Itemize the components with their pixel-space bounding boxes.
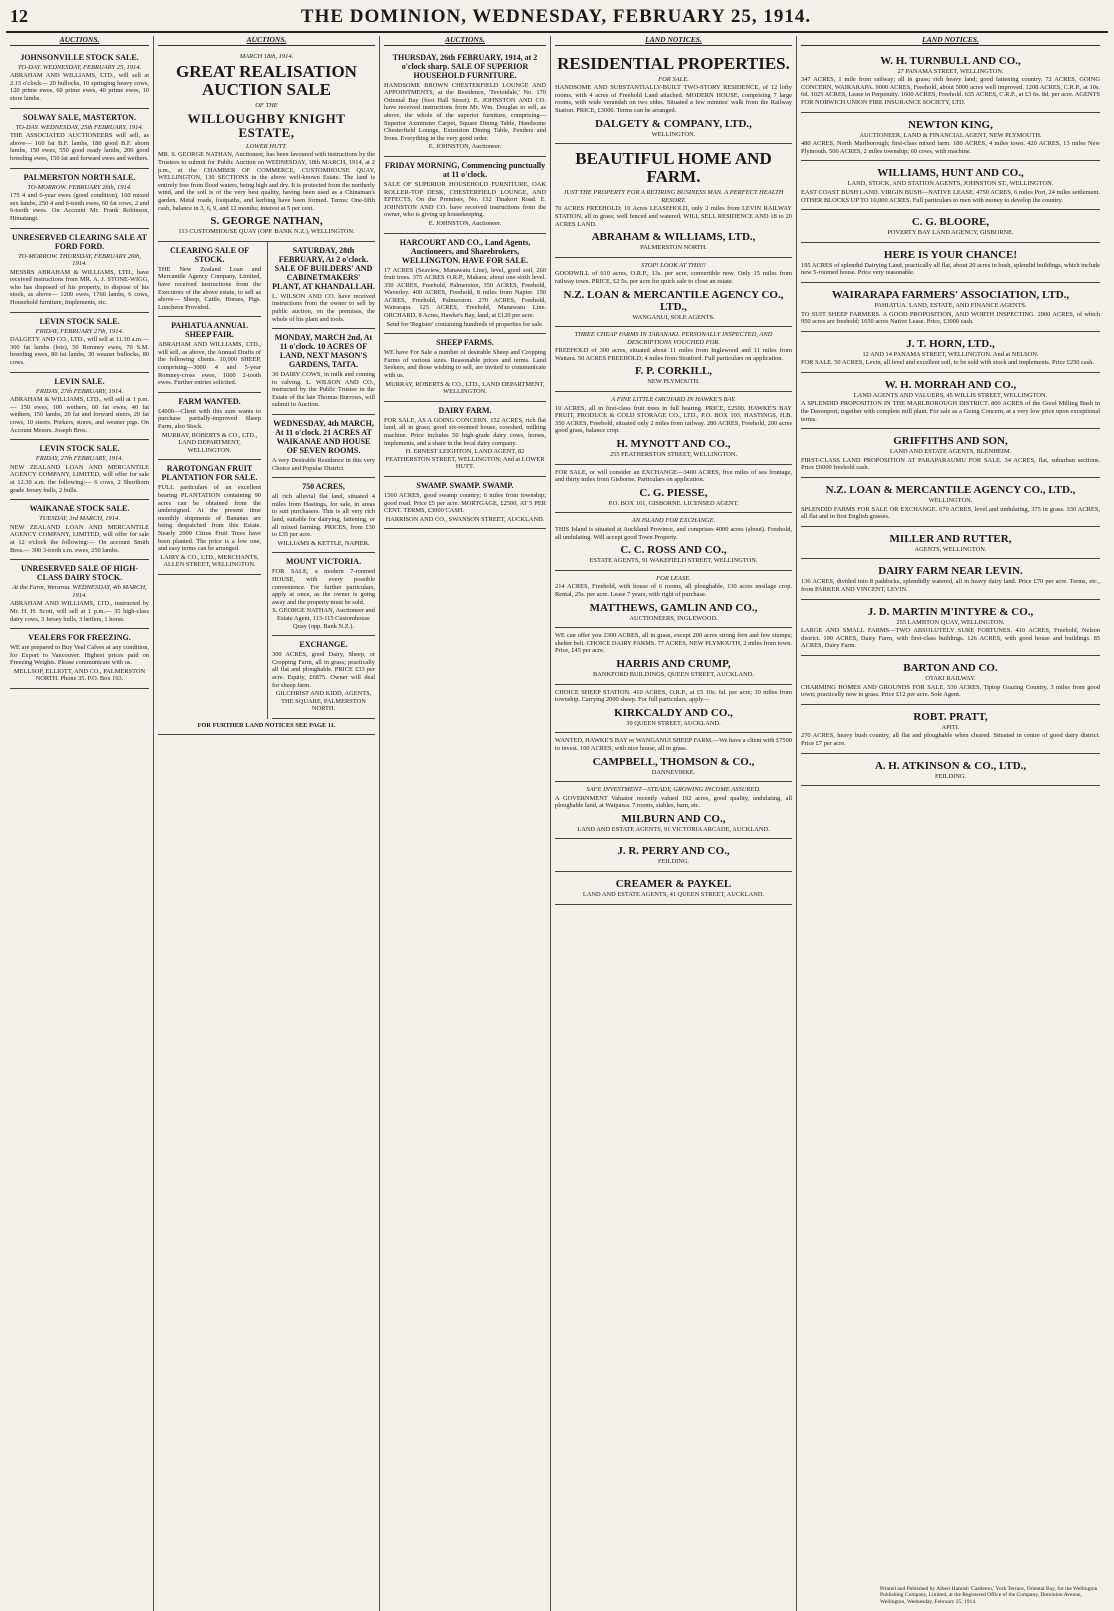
ad-title: PALMERSTON NORTH SALE. — [23, 172, 136, 182]
classified-ad — [158, 317, 261, 393]
ad-body: FOR SALE, a modern 7-roomed HOUSE, with every possible convenience. For further particulars, apply at once, as the owner is going away and the property must be sold. — [272, 568, 375, 606]
ad-body: ABRAHAM & WILLIAMS, LTD., will sell at 1 p.m.— 150 ewes, 100 wethers, 60 fat ewes, 40 fat wethers, 150 lambs, 20 fat and forward steers, 20 fat cows, 10 steers. Porkers, stores, and weaner pigs. On Account Messrs. Joseph Bros. — [10, 396, 149, 434]
ad-address: OTAKI RAILWAY. — [925, 674, 976, 682]
classified-ad — [555, 872, 792, 905]
ad-address: FEILDING. — [657, 858, 690, 866]
ad-body: 70 ACRES FREEHOLD; 10 Acres LEASEHOLD, only 2 miles from LEVIN RAILWAY STATION, all in grass; well fenced and watered. WILL SELL RESIDENCE AND 18 to 20 ACRES LAND. — [555, 205, 792, 228]
ad-body: CHARMING HOMES AND GROUNDS FOR SALE. 530 ACRES, Tiptop Grazing Country, 3 miles from good town; practically now in grass. Price £12 per acre. Sole Agent. — [801, 683, 1100, 699]
classified-ad — [555, 628, 792, 684]
classified-ad — [10, 313, 149, 373]
ad-firm: ABRAHAM & WILLIAMS, LTD., — [591, 231, 756, 244]
ad-body: 1560 ACRES, good swamp country; 6 miles from township; good road. Price £5 per acre. MORTGAGE, £2500, AT 5 PER CENT. TERMS, £3000 CASH. — [384, 491, 546, 515]
imprint: Printed and Published by Albert Hamish 'Castleton,' York Terrace, Oriental Bay, for the Wellington Publishing Company, Limited, at the Registered Office of the Company, Dominion Avenue, Wellington, Wednesday, February 25, 1914. — [880, 1585, 1098, 1605]
classified-ad — [801, 527, 1100, 560]
ad-body: NEW ZEALAND LOAN AND MERCANTILE AGENCY COMPANY, LIMITED, will offer for sale at 12 o'clock the following:— On account Smith Bros.— 300 3-tooth s.m. ewes, 250 lambs. — [10, 523, 149, 554]
ad-firm: WILLIAMS & KETTLE, NAPIER. — [277, 539, 370, 547]
ad-body: NEW ZEALAND LOAN AND MERCANTILE AGENCY COMPANY, LIMITED, will offer for sale at 12.30 a.m. the following:— 6 cows, 2 Shorthorn grade Jersey bulls, 2 bulls. — [10, 463, 149, 494]
classified-ad — [555, 144, 792, 258]
ad-subline: STOP! LOOK AT THIS!! — [641, 261, 706, 269]
ad-address: PAHIATUA. LAND, ESTATE, AND FINANCE AGENTS. — [874, 301, 1027, 309]
ad-firm: MURRAY, ROBERTS & CO., LTD., LAND DEPARTMENT, WELLINGTON. — [161, 431, 258, 454]
ad-firm: HERE IS YOUR CHANCE! — [883, 248, 1018, 261]
classified-ad — [801, 373, 1100, 429]
ad-body: FOR SALE, or will consider an EXCHANGE—3400 ACRES, five miles of sea frontage, and thirty miles from Gisborne. Particulars on application. — [555, 468, 792, 484]
classified-ad — [801, 283, 1100, 332]
classified-ad — [158, 393, 261, 461]
ad-headline: GREAT REALISATION AUCTION SALE — [176, 62, 357, 100]
ad-title: FRIDAY MORNING, Commencing punctually at 11 o'clock. — [384, 160, 546, 179]
classified-ad — [272, 636, 375, 719]
ad-subline: OF THE — [255, 102, 278, 110]
ad-address: LAND AGENTS AND VALUERS, 45 WILLIS STREET, WELLINGTON. — [853, 391, 1048, 399]
classified-ad — [801, 600, 1100, 656]
see-more-notice: FOR FURTHER LAND NOTICES SEE PAGE 11. — [158, 719, 375, 735]
ad-firm: DAIRY FARM NEAR LEVIN. — [878, 565, 1023, 578]
ad-address: FEILDING. — [934, 772, 967, 780]
classified-ad — [10, 49, 149, 109]
ad-body: LARGE AND SMALL FARMS—TWO ABSOLUTELY SURE FORTUNES. 410 ACRES, Freehold, Nelson district. 190 ACRES, Dairy Farm, with first-class buildings. 126 ACRES, with good house and buildings. 85 ACRES, Dairy Farm. — [801, 627, 1100, 650]
ad-body: 480 ACRES, North Marlborough; first-class mixed farm. 180 ACRES, 4 miles town. 420 ACRES, 13 miles New Plymouth. 500 ACRES, 2 miles township; 60 cows, with machine. — [801, 140, 1100, 155]
ad-body: ABRAHAM AND WILLIAMS, LTD., instructed by Mr. H. H. Scott, will sell at 1 p.m.— 35 high-class dairy cows, 3 Jersey bulls, 3 heifers, 1 horse. — [10, 600, 149, 623]
ad-address: 12 AND 14 PANAMA STREET, WELLINGTON. And at NELSON. — [862, 350, 1039, 358]
ad-title: LEVIN STOCK SALE. — [39, 316, 120, 326]
ad-firm: MILBURN AND CO., — [621, 812, 726, 825]
columns — [6, 36, 1108, 1611]
classified-ad — [555, 49, 792, 145]
ad-address: AGENTS, WELLINGTON. — [914, 545, 987, 553]
ad-headline: RESIDENTIAL PROPERTIES. — [557, 53, 790, 73]
ad-body: ABRAHAM AND WILLIAMS, LTD., will sell, as above, the Annual Drafts of the following clients. 10,000 SHEEP, comprising—3000 4 and 5-year Romney-cross ewes, 1000 2-tooth ewes. Further entries solicited. — [158, 341, 261, 387]
ad-date: TO-MORROW. FEBRUARY 26th, 1914. — [27, 183, 132, 191]
ad-title: CLEARING SALE OF STOCK. — [169, 245, 250, 264]
classified-ad — [10, 440, 149, 500]
ad-firm: HARRISON AND CO., SWANSON STREET, AUCKLAND. — [385, 515, 545, 523]
ad-body: GOODWILL of 610 acres, O.R.P., 13s. per acre, convertible now. Only 15 miles from railway town. PRICE, £2 5s. per acre for quick sale to close an estate. — [555, 270, 792, 285]
ad-body: 17 ACRES (Seaview, Manawatu Line), level, good soil, 260 fruit trees. 375 ACRES O.R.P., Makara, about one-sixth level. 350 ACRES, Freehold, Palmerston, 350 ACRES, Freehold, Waverley. 400 ACRES, Freehold, 8 miles from Napier. 150 ACRES, Freehold, Palmerston. 270 ACRES, Freehold, Wairarapa. 125 ACRES, Freehold, Manawatu Line. ORCHARD, 8 Acres, Hawke's Bay, land, at £120 per acre. — [384, 266, 546, 320]
ad-address: LAND AND ESTATE AGENTS, 41 QUEEN STREET, AUCKLAND. — [582, 891, 765, 899]
masthead — [6, 4, 1108, 33]
classified-ad — [272, 553, 375, 636]
classified-ad — [801, 478, 1100, 527]
ad-firm: S. GEORGE NATHAN, Auctioneer and Estate Agent, 113-115 Customhouse Quay (opp. Bank N.Z.). — [272, 607, 375, 630]
classified-ad — [555, 782, 792, 839]
classified-ad — [555, 327, 792, 392]
column-heading: AUCTIONS. — [384, 36, 546, 46]
classified-ad — [801, 113, 1100, 162]
ad-address: LAND AND ESTATE AGENTS, 91 VICTORIA ARCADE, AUCKLAND. — [577, 825, 770, 833]
ad-title: EXCHANGE. — [299, 640, 348, 650]
column-heading: LAND NOTICES. — [555, 36, 792, 46]
ad-body: EAST COAST BUSH LAND. VIRGIN BUSH—NATIVE LEASE. 4750 ACRES, 6 miles Port, 24 miles settlement. OTHER BLOCKS UP TO 10,000 ACRES. Full particulars to men with money to develop the country. — [801, 188, 1100, 204]
column-heading: LAND NOTICES. — [801, 36, 1100, 46]
classified-ad — [10, 500, 149, 560]
ad-body: FOR SALE, AS A GOING CONCERN. 152 ACRES, rich flat land, all in grass; good six-roomed house, cowshed, milking machine. Price includes 50 high-grade dairy cows, horses, implements, and a share in the local dairy company. — [384, 416, 546, 447]
ad-address: WANGANUI, SOLE AGENTS. — [632, 313, 715, 321]
classified-ad — [801, 210, 1100, 243]
ad-title: VEALERS FOR FREEZING. — [28, 633, 131, 643]
column-heading: AUCTIONS. — [10, 36, 149, 46]
ad-body: FULL particulars of an excellent bearing PLANTATION containing 90 acres can be obtained from the undersigned. At the present time monthly shipments of Bananas are being despatched from this Estate. Nearly 2000 Citrus Fruit Trees have been planted. The price is a low one, and easy terms can be arranged. — [158, 484, 261, 553]
ad-firm: LAIRY & CO., LTD., MERCHANTS, ALLEN STREET, WELLINGTON. — [160, 553, 259, 569]
ad-body: 30 DAIRY COWS, in milk and coming to calving. L. WILSON AND CO., instructed by the Public Trustee in the Estate of the late Thomas Burrows, will submit to Auction. — [272, 371, 375, 409]
ad-subline: FOR SALE. — [658, 75, 689, 83]
classified-ad — [10, 373, 149, 441]
classified-ad — [801, 656, 1100, 705]
ad-date: MARCH 18th, 1914. — [239, 52, 294, 60]
ad-subline: JUST THE PROPERTY FOR A RETIRING BUSINESS MAN. A PERFECT HEALTH RESORT. — [563, 189, 784, 204]
column-3 — [380, 36, 551, 1611]
ad-firm: W. H. TURNBULL AND CO., — [880, 54, 1021, 67]
ad-title: MONDAY, MARCH 2nd, At 11 o'clock. 10 ACRES OF LAND, NEXT MASON'S GARDENS, TAITA. — [274, 333, 373, 370]
ad-date: TO-MORROW. THURSDAY, FEBRUARY 26th, 1914. — [18, 252, 141, 268]
ad-estate-name: WILLOUGHBY KNIGHT ESTATE, — [187, 110, 346, 140]
classified-ad — [384, 334, 546, 402]
classified-ad — [555, 513, 792, 570]
classified-ad — [10, 109, 149, 169]
newspaper-title: THE DOMINION, WEDNESDAY, FEBRUARY 25, 1914. — [300, 6, 812, 27]
ad-body: £4000—Client with this sum wants to purchase partially-improved Sheep Farm, also Stock. — [158, 407, 261, 431]
estate-auction-ad — [158, 49, 375, 242]
ad-firm: HARRIS AND CRUMP, — [616, 657, 731, 670]
column-heading: AUCTIONS. — [158, 36, 375, 46]
ad-firm: J. T. HORN, LTD., — [906, 337, 995, 350]
ad-title: FARM WANTED. — [178, 396, 241, 406]
ad-firm: J. D. MARTIN M'INTYRE & CO., — [867, 605, 1034, 618]
ad-body: SPLENDID FARMS FOR SALE OR EXCHANGE. 670 ACRES, level and undulating, 375 in grass. 330 ACRES, all flat and in first English grasses. — [801, 505, 1100, 521]
column-1 — [6, 36, 154, 1611]
classified-ad — [384, 49, 546, 157]
ad-firm: H. MYNOTT AND CO., — [616, 438, 731, 451]
classified-ad — [10, 560, 149, 629]
ad-body: 175 4 and 6-year ewes (good condition), 160 mixed sex lambs, 250 4 and 6-tooth ewes, 60 fat cows, 2 and 6-tooth ewes. On Account Mr. Frank Robinson, Himatangi. — [10, 192, 149, 222]
classified-ad — [801, 559, 1100, 599]
classified-ad — [384, 157, 546, 234]
ad-address: 255 LAMBTON QUAY, WELLINGTON. — [896, 618, 1005, 626]
ad-body: MESSRS ABRAHAM & WILLIAMS, LTD., have received instructions from MR. A. J. STONE-WIGG, who has disposed of his property, to dispose of his stock, as above— 1200 ewes, 1760 lambs, 6 cows, Household furniture, Implements, etc. — [10, 268, 149, 307]
ad-subline: FOR LEASE. — [656, 574, 691, 582]
ad-address: AUCTIONEERS, INGLEWOOD. — [629, 614, 718, 622]
classified-ad — [801, 243, 1100, 283]
ad-body: L. WILSON AND CO. have received instructions from the owner to sell by public auction, on the premises, the whole of his plant and tools. — [272, 292, 375, 323]
ad-body: FREEHOLD of 300 acres, situated about 11 miles from Inglewood and 11 miles from Waitara. 50 ACRES FREEHOLD; 4 miles from Stratford. Full particulars on application. — [555, 347, 792, 362]
ad-title: LEVIN STOCK SALE. — [39, 444, 120, 454]
ad-address: NEW PLYMOUTH. — [647, 378, 700, 386]
ad-title: RAROTONGAN FRUIT PLANTATION FOR SALE. — [161, 464, 258, 483]
classified-ad — [555, 392, 792, 465]
ad-firm: MILLER AND RUTTER, — [889, 532, 1012, 545]
ad-title: PAHIATUA ANNUAL SHEEP FAIR. — [171, 321, 248, 340]
classified-ad — [272, 242, 375, 329]
classified-ad — [158, 460, 261, 575]
ad-firm: N.Z. LOAN & MERCANTILE AGENCY CO., LTD., — [563, 288, 784, 313]
ad-body: THE New Zealand Loan and Mercantile Agency Company, Limited, have received instructions from the Executors of the above estate, to sell as above— Sheep, Cattle, Horses, Pigs. Luncheon Provided. — [158, 265, 261, 311]
column-2 — [154, 36, 380, 1611]
ad-date: FRIDAY, 27th FEBRUARY, 1914. — [35, 387, 124, 395]
classified-ad — [272, 415, 375, 478]
ad-firm: E. JOHNSTON, Auctioneer. — [428, 143, 502, 151]
ad-firm: C. C. ROSS AND CO., — [620, 544, 727, 557]
ad-firm: W. H. MORRAH AND CO., — [884, 378, 1017, 391]
ad-title: SHEEP FARMS. — [436, 338, 494, 348]
classified-ad — [555, 685, 792, 734]
ad-firm: A. H. ATKINSON & CO., LTD., — [874, 759, 1027, 772]
ad-firm: J. R. PERRY AND CO., — [617, 845, 730, 858]
ad-firm: C. G. BLOORE, — [911, 216, 990, 229]
ad-address: 255 FEATHERSTON STREET, WELLINGTON. — [609, 451, 738, 459]
ad-address: LAND AND ESTATE AGENTS, BLENHEIM. — [889, 448, 1012, 456]
ad-firm: ROBT. PRATT, — [913, 710, 988, 723]
classified-ad — [801, 429, 1100, 478]
ad-address: WELLINGTON. — [928, 497, 973, 505]
ad-firm: C. G. PIESSE, — [639, 486, 708, 499]
classified-ad — [801, 754, 1100, 787]
ad-body: 195 ACRES of splendid Dairying Land, practically all flat, about 20 acres in bush, splendid buildings, which include new 5-roomed house. Price very reasonable. — [801, 261, 1100, 277]
ad-firm: Send for 'Register' containing hundreds of properties for sale. — [386, 320, 544, 328]
ad-firm: NEWTON KING, — [908, 118, 993, 131]
page-number: 12 — [10, 6, 28, 26]
ad-firm: N.Z. LOAN & MERCANTILE AGENCY CO., LTD., — [825, 484, 1076, 497]
ad-subline: A FINE LITTLE ORCHARD IN HAWKE'S BAY. — [611, 396, 736, 404]
ad-firm: WILLIAMS, HUNT AND CO., — [877, 167, 1024, 180]
ad-date: At the Farm, Weraroa. WEDNESDAY, 4th MARCH, 1914. — [12, 584, 147, 599]
ad-body: 347 ACRES, 1 mile from railway; all in grass; rich heavy land; good fattening country. 72 ACRES, GOING CONCERN, WAIRARAPA. 9000 ACRES, Freehold, about 5000 acres well improved. 1208 ACRES, C.R.P., at 10s. 6d. 1025 ACRES, Lease in Perpetuity. 1600 ACRES, Freehold. 635 ACRES, C.R.P., at £3 6s. 8d. per acre. AGENTS FOR NORWICH UNION FIRE INSURANCE SOCIETY, LTD. — [801, 76, 1100, 106]
ad-body: CHOICE SHEEP STATION. 410 ACRES, O.R.P., at £5 10s. 6d. per acre; 10 miles from township. Carrying 2000 sheep. For full particulars, apply— — [555, 688, 792, 704]
ad-subline: SAFE INVESTMENT—STEADY, GROWING INCOME ASSURED. — [586, 786, 761, 794]
ad-address: PALMERSTON NORTH. — [640, 244, 707, 252]
ad-body: A GOVERNMENT Valuator recently valued 192 acres, good quality, undulating, all ploughable land, at Waipawa. 7 rooms, stables, barn, etc. — [555, 794, 792, 810]
ad-firm: S. GEORGE NATHAN, — [210, 215, 323, 228]
ad-body: TO SUIT SHEEP FARMERS. A GOOD PROPOSITION, AND WORTH INSPECTING. 2900 ACRES, of which 950 acres are freehold; 1650 acres Native Lease. Price, £3000 cash. — [801, 310, 1100, 326]
ad-date: TO-DAY. WEDNESDAY, 25th FEBRUARY, 1914. — [15, 123, 144, 131]
ad-firm: KIRKCALDY AND CO., — [614, 706, 733, 719]
ad-body: A SPLENDID PROPOSITION IN THE MARLBOROUGH DISTRICT. 800 ACRES of the Good Milling Bush in the Davenport, together with complete mill plant. For sale as a Going Concern, at a very low price upon exceptional terms. — [801, 400, 1100, 423]
classified-ad — [555, 258, 792, 327]
ad-subline: AN ISLAND FOR EXCHANGE. — [631, 517, 716, 525]
ad-body: ABRAHAM AND WILLIAMS, LTD., will sell at 2.15 o'clock— 20 bullocks, 10 springing heavy cows, 120 prime ewes, 60 prime ewes, 40 prime ewes, 10 store lambs. — [10, 72, 149, 102]
ad-address: APITI. — [941, 723, 960, 731]
ad-date: FRIDAY, FEBRUARY 27th, 1914. — [35, 327, 124, 335]
ad-firm: CAMPBELL, THOMSON & CO., — [592, 755, 755, 768]
classified-ad — [801, 332, 1100, 373]
ad-date: FRIDAY, 27th FEBRUARY, 1914. — [35, 455, 124, 463]
ad-firm: MATTHEWS, GAMLIN AND CO., — [589, 601, 758, 614]
classified-ad — [10, 169, 149, 229]
ad-title: WAIKANAE STOCK SALE. — [29, 504, 130, 514]
ad-address: BANKFORD BUILDINGS, QUEEN STREET, AUCKLAND. — [593, 670, 754, 678]
classified-ad — [272, 329, 375, 415]
ad-body: 270 ACRES, heavy bush country, all flat and ploughable when cleared. Situated in centre of good dairy district. Price £7 per acre. — [801, 732, 1100, 747]
classified-ad — [384, 477, 546, 529]
ad-body: THE ASSOCIATED AUCTIONEERS will sell, as above— 160 fat B.F. lambs, 180 good B.F. shorn lambs, 150 ewes, 550 good ready lambs, 200 good breeding ewes, 150 fat and forward ewes and wethers. — [10, 132, 149, 162]
ad-title: HARCOURT AND CO., Land Agents, Auctioneers, and Sharebrokers, WELLINGTON. HAVE FOR SALE. — [399, 237, 531, 265]
ad-address: AUCTIONEER, LAND & FINANCIAL AGENT, NEW PLYMOUTH. — [859, 131, 1042, 139]
ad-title: THURSDAY, 26th FEBRUARY, 1914, at 2 o'clock sharp. SALE OF SUPERIOR HOUSEHOLD FURNITURE. — [392, 52, 538, 80]
ad-body: MR. S. GEORGE NATHAN, Auctioneer, has been favoured with instructions by the Trustees to submit for Public Auction on WEDNESDAY, 18th MARCH, 1914, at 2 p.m., at the CHAMBER OF COMMERCE, CUSTOMHOUSE QUAY, WELLINGTON, 130 SECTIONS in the above well-known Estate. The land is entirely free from flood waters, being high and dry. It is protected from the northerly wind, and the soil is of the very best quality, having been used as a Chinaman's garden. Metal roads, footpaths, and kerbing have been formed. Terms: One-fifth cash, balance in 3, 6, 9, and 12 months; interest at 5 per cent. — [158, 151, 375, 212]
ad-body: WE can offer you 2300 ACRES, all in grass, except 200 acres strong fern and few stumps; shelter belt. CHOICE DAIRY FARMS. 77 ACRES, NEW PLYMOUTH, 2 miles from town. Price, £45 per acre. — [555, 632, 792, 655]
ad-title: JOHNSONVILLE STOCK SALE. — [20, 52, 139, 62]
ad-address: 27 PANAMA STREET, WELLINGTON. — [897, 67, 1004, 75]
ad-firm: CREAMER & PAYKEL — [615, 878, 732, 891]
classified-ad — [801, 705, 1100, 754]
ad-title: SOLWAY SALE, MASTERTON. — [23, 112, 136, 122]
ad-address: 113 CUSTOMHOUSE QUAY (OPP. BANK N.Z.), WELLINGTON. — [178, 228, 355, 236]
column-4 — [551, 36, 797, 1611]
ad-body: THIS Island is situated at Auckland Province, and comprises 4000 acres (about). Freehold, all undulating. Will accept good Town Property. — [555, 526, 792, 541]
classified-ad — [10, 229, 149, 313]
ad-body: WE are prepared to Buy Veal Calves at any condition, for Export to Vancouver. Highest prices paid on Freezing Weights. Please communicate with us. — [10, 644, 149, 667]
ad-title: UNRESERVED SALE OF HIGH-CLASS DAIRY STOCK. — [21, 564, 138, 583]
classified-ad — [801, 161, 1100, 210]
ad-body: FOR SALE. 50 ACRES, Levin, all level and excellent soil, to be sold with stock and implements. Price £250 cash. — [801, 359, 1095, 367]
ad-body: SALE OF SUPERIOR HOUSEHOLD FURNITURE, OAK ROLLER-TOP DESK, CHESTERFIELD LOUNGE, AND EFFECTS, On the Premises, No. 132 Tinakori Road. E. JOHNSTON AND CO. have received instructions from the owner, who is giving up housekeeping. — [384, 180, 546, 219]
ad-firm: E. JOHNSTON, Auctioneer. — [428, 219, 502, 227]
ad-title: WEDNESDAY, 4th MARCH, At 11 o'clock. 21 ACRES AT WAIKANAE AND HOUSE OF SEVEN ROOMS. — [273, 419, 374, 456]
classified-ad — [801, 49, 1100, 113]
ad-body: HANDSOME AND SUBSTANTIALLY-BUILT TWO-STORY RESIDENCE, of 12 lofty rooms, with 4 acres of Freehold Land attached. MODERN HOUSE, comprising 7 large rooms, with wide verandah on two sides. Situated a few minutes' walk from the Railway Station. PRICE, £3000. Terms can be arranged. — [555, 84, 792, 114]
ad-address: ESTATE AGENTS, 91 WAKEFIELD STREET, WELLINGTON. — [589, 557, 758, 565]
ad-address: 39 QUEEN STREET, AUCKLAND. — [626, 719, 721, 727]
ad-body: HANDSOME BROWN CHESTERFIELD LOUNGE AND APPOINTMENTS, at the Residence, 'Teviotdale,' No. 170 Oriental Bay (foot Hall Street). E. JOHNSTON AND CO. have received instructions from Mr. Wm. Douglas to sell, as above, the whole of the superior furniture, comprising— Superior Axminster Carpet, Square Dining Table, Handsome Chesterfield Lounge, Extension Dining Table, Fenders and Irons. Everything in the very good order. — [384, 81, 546, 142]
ad-firm: H. ERNEST LEIGHTON, LAND AGENT, 82 FEATHERSTON STREET, WELLINGTON; And at LOWER HUTT. — [385, 448, 545, 471]
ad-headline: BEAUTIFUL HOME AND FARM. — [575, 149, 772, 187]
classified-ad — [384, 402, 546, 477]
ad-date: TO-DAY. WEDNESDAY, FEBRUARY 25, 1914. — [17, 63, 142, 71]
ad-body: 214 ACRES, Freehold, with house of 6 rooms, all ploughable, 130 acres ensilage crop. Rental, 25s. per acre. Lease 7 years, with right of purchase. — [555, 583, 792, 598]
ad-title: UNRESERVED CLEARING SALE AT FORD FORD. — [12, 232, 147, 251]
ad-address: DANNEVIRKE. — [651, 768, 696, 776]
ad-address: WELLINGTON. — [651, 130, 696, 138]
classified-ad — [555, 839, 792, 872]
ad-date: TUESDAY, 3rd MARCH, 1914. — [39, 515, 120, 523]
classified-ad — [555, 733, 792, 782]
ad-body: WANTED, HAWKE'S BAY or WANGANUI SHEEP FARM.—We have a client with £7500 to invest. 100 ACRES, with nice house, all in grass. — [555, 737, 792, 752]
ad-address: POVERTY BAY LAND AGENCY, GISBORNE. — [887, 229, 1014, 237]
ad-title: 750 ACRES, — [302, 482, 345, 492]
column-5 — [797, 36, 1104, 1611]
classified-ad — [158, 242, 261, 318]
ad-body: FIRST-CLASS LAND PROPOSITION AT PARAPARAUMU FOR SALE. 34 ACRES, flat, suburban sections. Price £6000 freehold cash. — [801, 456, 1100, 472]
ad-title: LEVIN SALE. — [54, 376, 105, 386]
ad-firm: MURRAY, ROBERTS & CO., LTD., LAND DEPARTMENT, WELLINGTON. — [385, 380, 545, 396]
ad-firm: WAIRARAPA FARMERS' ASSOCIATION, LTD., — [831, 288, 1070, 301]
classified-ad — [272, 478, 375, 553]
ad-address: P.O. BOX 161, GISBORNE. LICENSED AGENT. — [608, 499, 739, 507]
ad-firm: DALGETY & COMPANY, LTD., — [595, 117, 752, 130]
ad-firm: MELLSOP, ELLIOTT, AND CO., PALMERSTON NORTH. Phone 35. P.O. Box 163. — [13, 667, 146, 683]
ad-body: all rich alluvial flat land, situated 4 miles from Hastings, for sale, in areas to suit purchasers. This is all very rich land, suitable for dairying, fattening, or all mixed farming. PRICES, from £30 to £35 per acre. — [272, 493, 375, 539]
ad-body: 300 ACRES, good Dairy, Sheep, or Cropping Farm, all in grass; practically all flat and ploughable. PRICE £33 per acre. Equity, £6875. Owner will deal for sheep farm. — [272, 651, 375, 689]
ad-location: LOWER HUTT. — [245, 142, 288, 150]
ad-firm: GILCHRIST AND KIDD, AGENTS, THE SQUARE, PALMERSTON NORTH. — [275, 690, 372, 713]
ad-title: SATURDAY, 28th FEBRUARY, At 2 o'clock. SALE OF BUILDERS' AND CABINETMAKERS' PLANT, AT KHANDALLAH. — [272, 245, 375, 291]
ad-address: LAND, STOCK, AND STATION AGENTS, JOHNSTON ST., WELLINGTON. — [847, 180, 1054, 188]
classified-ad — [384, 234, 546, 335]
ad-firm: BARTON AND CO. — [903, 661, 998, 674]
ad-firm: F. P. CORKILL, — [634, 365, 713, 378]
ad-firm: GRIFFITHS AND SON, — [893, 435, 1008, 448]
ad-body: DALGETY AND CO., LTD., will sell at 11.30 a.m.— 300 fat lambs (lots), 50 Romney ewes, 70 S.M. breeding ewes, 80 fat lambs, 30 weaner bullocks, 80 cows. — [10, 336, 149, 367]
classified-ad — [10, 629, 149, 689]
ad-subline: THREE CHEAP FARMS IN TARANAKI. PERSONALLY INSPECTED, AND DESCRIPTIONS VOUCHED FOR. — [574, 331, 773, 346]
ad-body: WE have For Sale a number of desirable Sheep and Cropping Farms of various sizes. Reasonable prices and terms. Land Seekers, and those wishing to sell, are invited to communicate with us. — [384, 349, 546, 380]
ad-title: SWAMP. SWAMP. SWAMP. — [416, 480, 514, 490]
ad-title: MOUNT VICTORIA. — [285, 557, 362, 567]
ad-body: 136 ACRES, divided into 8 paddocks, splendidly watered, all in heavy dairy land. Price £70 per acre. Terms, etc., from PARKER AND VINCENT, LEVIN. — [801, 578, 1100, 593]
classified-ad — [555, 571, 792, 628]
ad-title: DAIRY FARM. — [438, 405, 492, 415]
ad-body: A very Desirable Residence in this very Choice and Popular District. — [272, 457, 375, 472]
ad-body: 10 ACRES, all in first-class fruit trees in full bearing. PRICE, £2500. HAWKE'S BAY FRUIT, PRODUCE & COLD STORAGE CO., LTD., P.O. BOX 103, HASTINGS, H.B. 350 ACRES, Freehold, situated only 2 miles from railway. 280 ACRES, Freehold, 200 acres good grass, balance crop. — [555, 404, 792, 435]
classified-ad — [555, 465, 792, 514]
